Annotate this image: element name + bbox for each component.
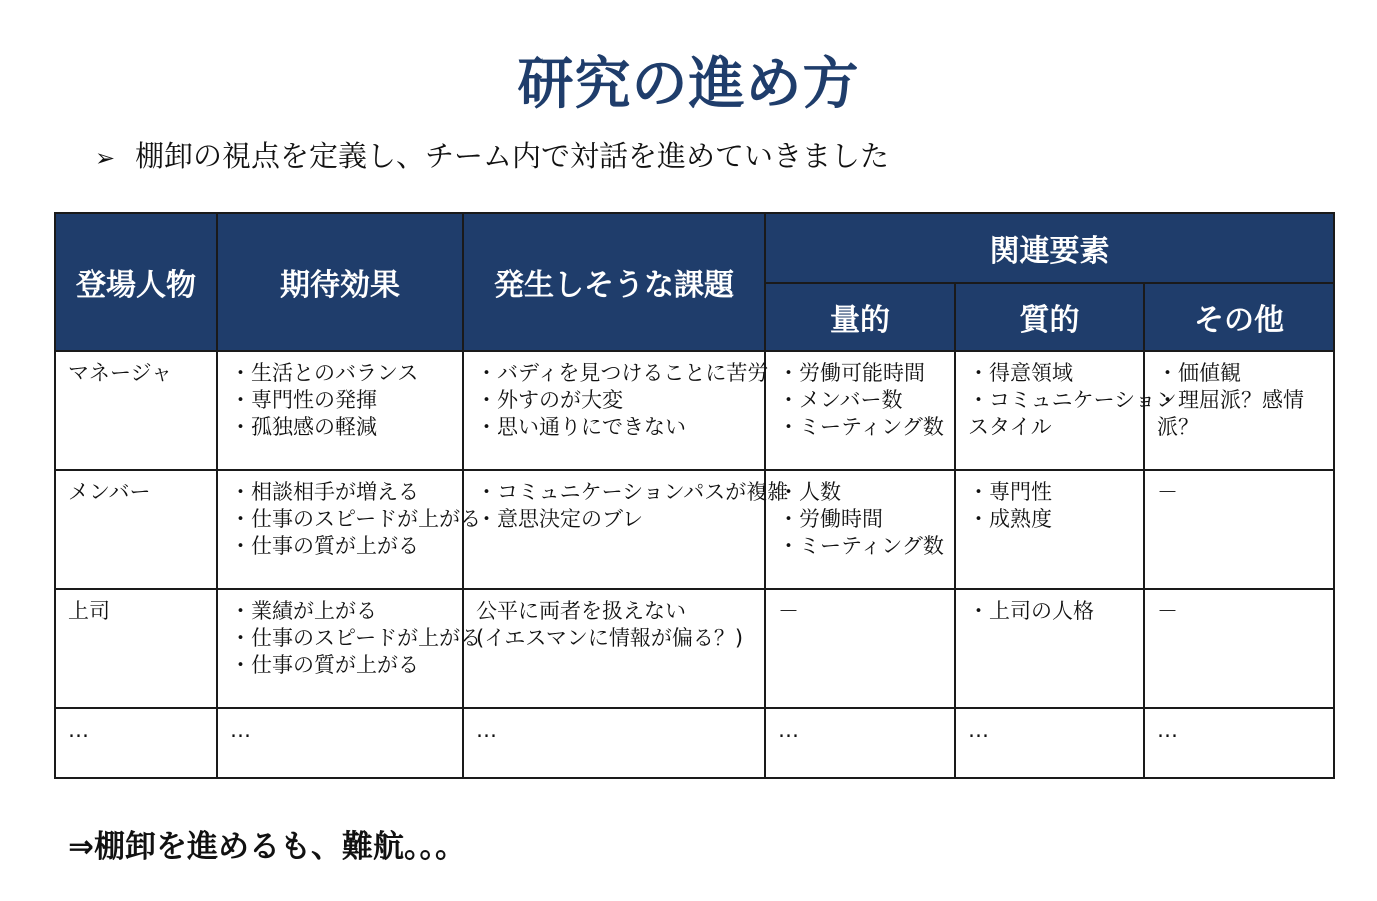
cell-line: マネージャ — [68, 361, 173, 385]
cell-line: ・生活とのバランス — [230, 361, 419, 385]
cell-quantitative — [765, 708, 955, 778]
cell-line: ・コミュニケーション — [968, 388, 1177, 412]
header-qualitative: 質的 — [955, 283, 1144, 351]
cell-line: ・専門性 — [968, 480, 1052, 504]
cell-line: ・労働時間 — [778, 507, 883, 531]
cell-issues — [463, 589, 765, 708]
cell-other — [1144, 470, 1334, 589]
cell-line: … — [1157, 718, 1178, 742]
cell-line: … — [230, 718, 251, 742]
cell-line: ・仕事の質が上がる — [230, 534, 419, 558]
table-row — [55, 589, 1334, 708]
cell-line: … — [968, 718, 989, 742]
cell-expected-effects — [217, 351, 463, 470]
cell-line: ・仕事の質が上がる — [230, 653, 419, 677]
cell-line: ・思い通りにできない — [476, 415, 686, 439]
cell-line: ・ミーティング数 — [778, 415, 944, 439]
cell-line: ・理屈派？感情 — [1157, 388, 1304, 412]
cell-character — [55, 589, 217, 708]
conclusion-text: ⇒棚卸を進めるも、難航。。。 — [68, 829, 466, 865]
cell-character — [55, 470, 217, 589]
cell-line: スタイル — [968, 415, 1052, 439]
research-table — [54, 212, 1335, 779]
cell-line: … — [476, 718, 497, 742]
cell-line: ・ミーティング数 — [778, 534, 944, 558]
header-related-elements: 関連要素 — [765, 213, 1334, 283]
cell-line: ・労働可能時間 — [778, 361, 925, 385]
cell-line: ・メンバー数 — [778, 388, 903, 412]
cell-line: ・コミュニケーションパスが複雑 — [476, 480, 789, 504]
cell-line: … — [778, 718, 799, 742]
slide-subtitle — [95, 136, 889, 178]
table-row — [55, 351, 1334, 470]
cell-line: ・専門性の発揮 — [230, 388, 377, 412]
cell-line: ・外すのが大変 — [476, 388, 623, 412]
cell-quantitative — [765, 470, 955, 589]
cell-quantitative — [765, 351, 955, 470]
cell-issues — [463, 470, 789, 589]
cell-line: … — [68, 718, 89, 742]
header-expected-effects: 期待効果 — [217, 213, 463, 351]
cell-qualitative — [955, 708, 1144, 778]
cell-qualitative — [955, 351, 1177, 470]
cell-character — [55, 708, 217, 778]
cell-qualitative — [955, 589, 1144, 708]
header-character: 登場人物 — [55, 213, 217, 351]
header-quantitative: 量的 — [765, 283, 955, 351]
cell-other — [1144, 351, 1334, 470]
cell-line: メンバー — [68, 480, 151, 504]
cell-qualitative — [955, 470, 1144, 589]
header-other: その他 — [1144, 283, 1334, 351]
cell-character — [55, 351, 217, 470]
cell-expected-effects — [217, 470, 482, 589]
cell-line: ・意思決定のブレ — [476, 507, 644, 531]
cell-issues — [463, 708, 765, 778]
cell-line: 上司 — [68, 599, 110, 623]
cell-expected-effects — [217, 708, 463, 778]
cell-line: － — [778, 599, 799, 623]
cell-line: ・上司の人格 — [968, 599, 1094, 623]
cell-line: ・相談相手が増える — [230, 480, 419, 504]
cell-line: ・仕事のスピードが上がる — [230, 626, 482, 650]
cell-other — [1144, 708, 1334, 778]
cell-line: － — [1157, 599, 1178, 623]
header-issues: 発生しそうな課題 — [463, 213, 765, 351]
cell-line: ・価値観 — [1157, 361, 1241, 385]
cell-line: ・バディを見つけることに苦労 — [476, 361, 769, 385]
cell-issues — [463, 351, 769, 470]
cell-line: ・仕事のスピードが上がる — [230, 507, 482, 531]
cell-expected-effects — [217, 589, 482, 708]
cell-other — [1144, 589, 1334, 708]
table-row — [55, 470, 1334, 589]
table-row — [55, 708, 1334, 778]
cell-line: － — [1157, 480, 1178, 504]
cell-line: ・成熟度 — [968, 507, 1052, 531]
cell-line: (イエスマンに情報が偏る？) — [476, 626, 744, 650]
cell-line: ・孤独感の軽減 — [230, 415, 377, 439]
arrow-bullet-icon: ➢ — [95, 144, 116, 172]
cell-line: ・人数 — [778, 480, 841, 504]
cell-line: 派？ — [1157, 415, 1199, 439]
subtitle-text: 棚卸の視点を定義し、チーム内で対話を進めていきました — [135, 139, 890, 173]
cell-line: ・得意領域 — [968, 361, 1073, 385]
cell-line: ・業績が上がる — [230, 599, 377, 623]
cell-line: 公平に両者を扱えない — [476, 599, 686, 623]
cell-quantitative — [765, 589, 955, 708]
slide-title: 研究の進め方 — [517, 52, 860, 117]
